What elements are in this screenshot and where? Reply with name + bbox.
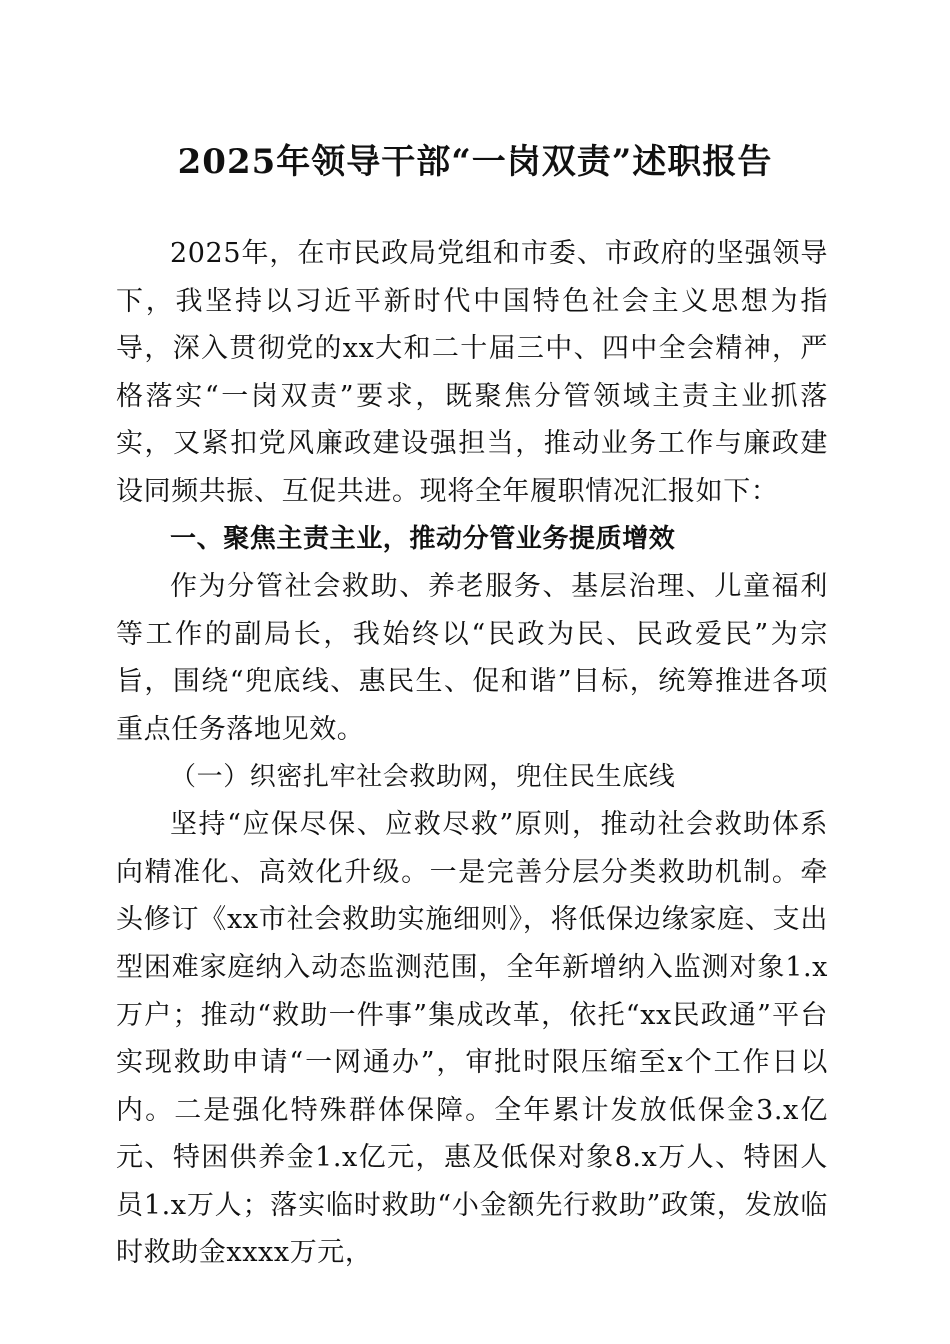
subsection-heading: （一）织密扎牢社会救助网，兜住民生底线 (170, 761, 676, 792)
section-paragraph: 作为分管社会救助、养老服务、基层治理、儿童福利等工作的副局长，我始终以“民政为民、民政爱民”为宗旨，围绕“兜底线、惠民生、促和谐”目标，统筹推进各项重点任务落地见效。 (116, 571, 828, 745)
document-body (116, 230, 828, 1277)
document-title: 2025年领导干部“一岗双责”述职报告 (177, 142, 773, 182)
subsection-paragraph: 坚持“应保尽保、应救尽救”原则，推动社会救助体系向精准化、高效化升级。一是完善分层分类救助机制。牵头修订《xx市社会救助实施细则》，将低保边缘家庭、支出型困难家庭纳入动态监测范围，全年新增纳入监测对象1.x万户；推动“救助一件事”集成改革，依托“xx民政通”平台实现救助申请“一网通办”，审批时限压缩至x个工作日以内。二是强化特殊群体保障。全年累计发放低保金3.x亿元、特困供养金1.x亿元，惠及低保对象8.x万人、特困人员1.x万人；落实临时救助“小金额先行救助”政策，发放临时救助金xxxx万元， (116, 809, 828, 1269)
intro-paragraph: 2025年，在市民政局党组和市委、市政府的坚强领导下，我坚持以习近平新时代中国特色社会主义思想为指导，深入贯彻党的xx大和二十届三中、四中全会精神，严格落实“一岗双责”要求，既聚焦分管领域主责主业抓落实，又紧扣党风廉政建设强担当，推动业务工作与廉政建设同频共振、互促共进。现将全年履职情况汇报如下： (116, 238, 828, 507)
section-heading: 一、聚焦主责主业，推动分管业务提质增效 (170, 523, 676, 554)
